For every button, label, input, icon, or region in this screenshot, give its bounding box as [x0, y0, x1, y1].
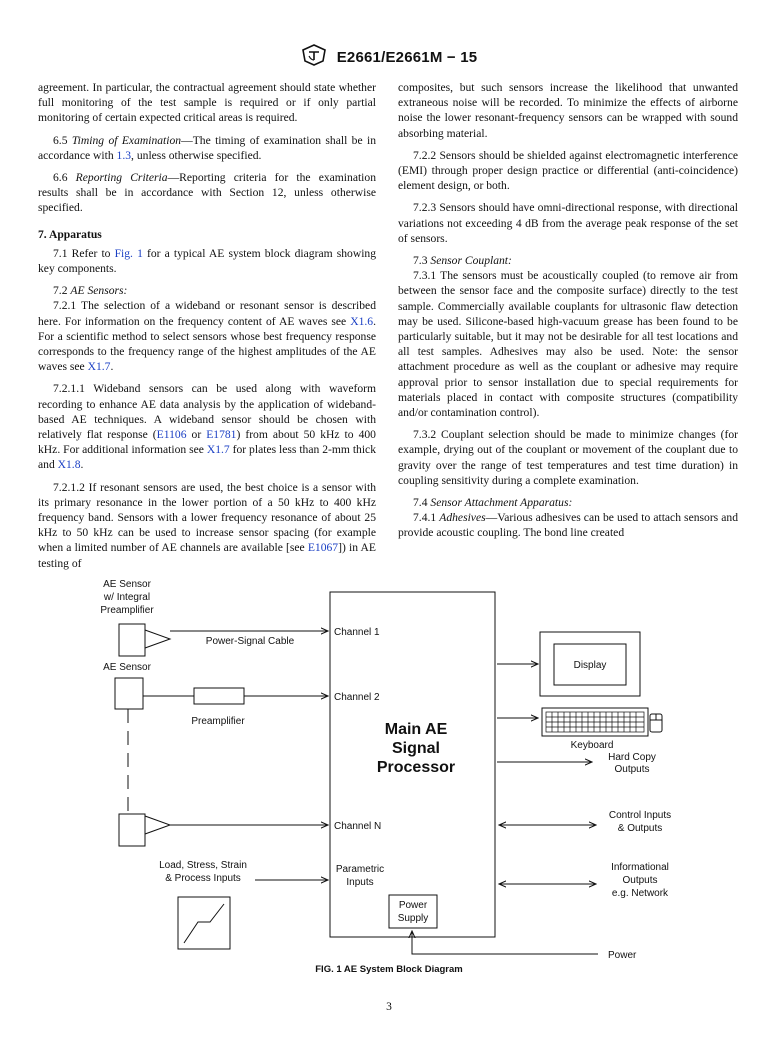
- paragraph-7-2-1: 7.2.1 The selection of a wideband or resonant sensor is described here. For information on the frequency content of AE waves see X1.6. For a scientific method to select sensors whose best frequency response corresponds to the frequency range of the highest amplitudes of the AE waves see X1.7.: [38, 299, 376, 374]
- paragraph-7-3-2: 7.3.2 Couplant selection should be made to minimize changes (for example, drying out of the couplant or movement of the couplant due to gravity over the range of test temperatures and test time duration) in coupling sensitivity during a complete examination.: [398, 428, 738, 487]
- channel-n-label: Channel N: [334, 821, 382, 832]
- sensor1-label-line1: AE Sensor: [103, 579, 151, 590]
- paragraph-7-2-2: 7.2.2 Sensors should be shielded against electromagnetic interference (EMI) through proper design practice or differential (anti-coincidence) element design, or both.: [398, 148, 738, 193]
- sensor-n: [119, 814, 145, 846]
- paragraph-7-1: 7.1 Refer to Fig. 1 for a typical AE system block diagram showing key components.: [38, 246, 377, 276]
- integral-preamp-1: [145, 630, 170, 648]
- control-io-label-line2: & Outputs: [617, 823, 663, 834]
- parametric-label-line1: Parametric: [335, 864, 385, 875]
- power-label: Power: [608, 950, 637, 961]
- sensor1-label-line2: w/ Integral: [103, 592, 151, 603]
- astm-logo-icon: [301, 44, 327, 71]
- standard-link[interactable]: E1781: [206, 428, 237, 442]
- informational-label-line3: e.g. Network: [611, 888, 669, 899]
- hardcopy-label-line2: Outputs: [614, 764, 650, 775]
- appendix-link[interactable]: X1.7: [206, 443, 230, 457]
- paragraph-6-5: 6.5 Timing of Examination—The timing of examination shall be in accordance with 1.3, unless otherwise specified.: [38, 133, 377, 162]
- paragraph: agreement. In particular, the contractual agreement should state whether full monitoring of the test sample is required or if only partial monitoring of certain expected critical areas is required.: [38, 81, 376, 125]
- paragraph-7-3-1: 7.3.1 The sensors must be acoustically coupled (to remove air from between the sensor face and the composite surface) directly to the test sample. Commercially available couplants for ultrasonic flaw detection may be used. Silicone-based high-vacuum grease has been found to be particularly suitable, but it may not be desirable for all test locations and all test samples. Adhesives may also be used. Note: the sensor attachment procedure as well as the couplant or adhesive may require approval prior to sensor installation due to special requirements for materials placed in contact with composite structures (compatibility and/or contamination control).: [398, 269, 738, 420]
- ae-system-block-diagram: [0, 572, 778, 972]
- parametric-label-line2: Inputs: [346, 877, 374, 888]
- paragraph-7-2: 7.2 AE Sensors:: [53, 284, 128, 298]
- integral-preamp-n: [145, 816, 170, 834]
- figure-link[interactable]: Fig. 1: [114, 246, 143, 260]
- sensor1-label-line3: Preamplifier: [100, 605, 154, 616]
- paragraph-7-2-1-2: 7.2.1.2 If resonant sensors are used, the best choice is a sensor with its primary resonance in the lower portion of a 50 kHz to 400 kHz frequency band. Sensors with a lower frequency resonance of about 25 kHz to 50 kHz can be used to increase sensor spacing (for example when a limited number of AE channels are available [see E1067]) in AE testing of: [38, 480, 376, 570]
- standard-designation: E2661/E2661M − 15: [336, 49, 478, 66]
- load-label-line1: Load, Stress, Strain: [159, 860, 247, 871]
- load-graph-curve: [184, 904, 224, 943]
- page-number: 3: [386, 1001, 392, 1013]
- cable-label: Power-Signal Cable: [205, 636, 295, 647]
- paragraph-6-6: 6.6 Reporting Criteria—Reporting criteria for the examination results shall be in accordance with Section 12, unless otherwise specified.: [38, 171, 376, 215]
- informational-label-line2: Outputs: [622, 875, 658, 886]
- appendix-link[interactable]: X1.8: [57, 458, 81, 472]
- paragraph-7-3: 7.3 Sensor Couplant:: [413, 254, 512, 268]
- channel-1-label: Channel 1: [334, 627, 380, 638]
- section-heading: 7. Apparatus: [38, 227, 102, 241]
- channel-2-label: Channel 2: [334, 692, 380, 703]
- main-processor-line2: Signal: [391, 740, 441, 757]
- page-header: [0, 44, 778, 71]
- sensor2-label: AE Sensor: [103, 662, 151, 673]
- load-label-line2: & Process Inputs: [165, 873, 241, 884]
- paragraph-7-2-1-1: 7.2.1.1 Wideband sensors can be used along with waveform recording to enhance AE data analysis by the application of wideband-based AE techniques. A wideband sensor should be chosen with relatively flat response (E1106 or E1781) from about 50 kHz to 400 kHz. For additional information see X1.7 for plates less than 2-mm thick and X1.8.: [38, 382, 377, 472]
- section-link[interactable]: 1.3: [116, 148, 132, 162]
- paragraph-7-2-3: 7.2.3 Sensors should have omni-directional response, with directional variations not exceeding 4 dB from the average peak response of the set of sensors.: [398, 201, 738, 245]
- right-column: [398, 80, 738, 541]
- informational-label-line1: Informational: [611, 862, 669, 873]
- control-io-label-line1: Control Inputs: [608, 810, 672, 821]
- left-column: [38, 80, 376, 571]
- power-supply-label-line2: Supply: [397, 913, 429, 924]
- hardcopy-label-line1: Hard Copy: [608, 752, 656, 763]
- appendix-link[interactable]: X1.7: [87, 360, 111, 374]
- display-label: Display: [573, 660, 607, 671]
- figure-caption: FIG. 1 AE System Block Diagram: [315, 964, 463, 975]
- sensor-2: [115, 678, 143, 709]
- standard-link[interactable]: E1106: [156, 428, 187, 442]
- paragraph-7-4: 7.4 Sensor Attachment Apparatus:: [413, 496, 573, 510]
- main-processor-line1: Main AE: [384, 721, 448, 738]
- paragraph: composites, but such sensors increase the likelihood that unwanted extraneous noise will be recorded. To minimize the effects of airborne noise the lower resonant-frequency sensors can be wrapped with sound absorbing material.: [398, 81, 738, 140]
- appendix-link[interactable]: X1.6: [350, 314, 374, 328]
- sensor-1: [119, 624, 145, 656]
- standard-link[interactable]: E1067: [307, 541, 339, 555]
- keyboard-keys: [546, 712, 644, 732]
- preamplifier-label: Preamplifier: [191, 716, 245, 727]
- power-line: [412, 931, 598, 954]
- preamplifier-box: [194, 688, 244, 704]
- paragraph-7-4-1: 7.4.1 Adhesives—Various adhesives can be used to attach sensors and provide acoustic coupling. The bond line created: [398, 511, 738, 540]
- main-processor-line3: Processor: [376, 759, 456, 776]
- keyboard-label: Keyboard: [570, 740, 614, 751]
- power-supply-label-line1: Power: [398, 900, 428, 911]
